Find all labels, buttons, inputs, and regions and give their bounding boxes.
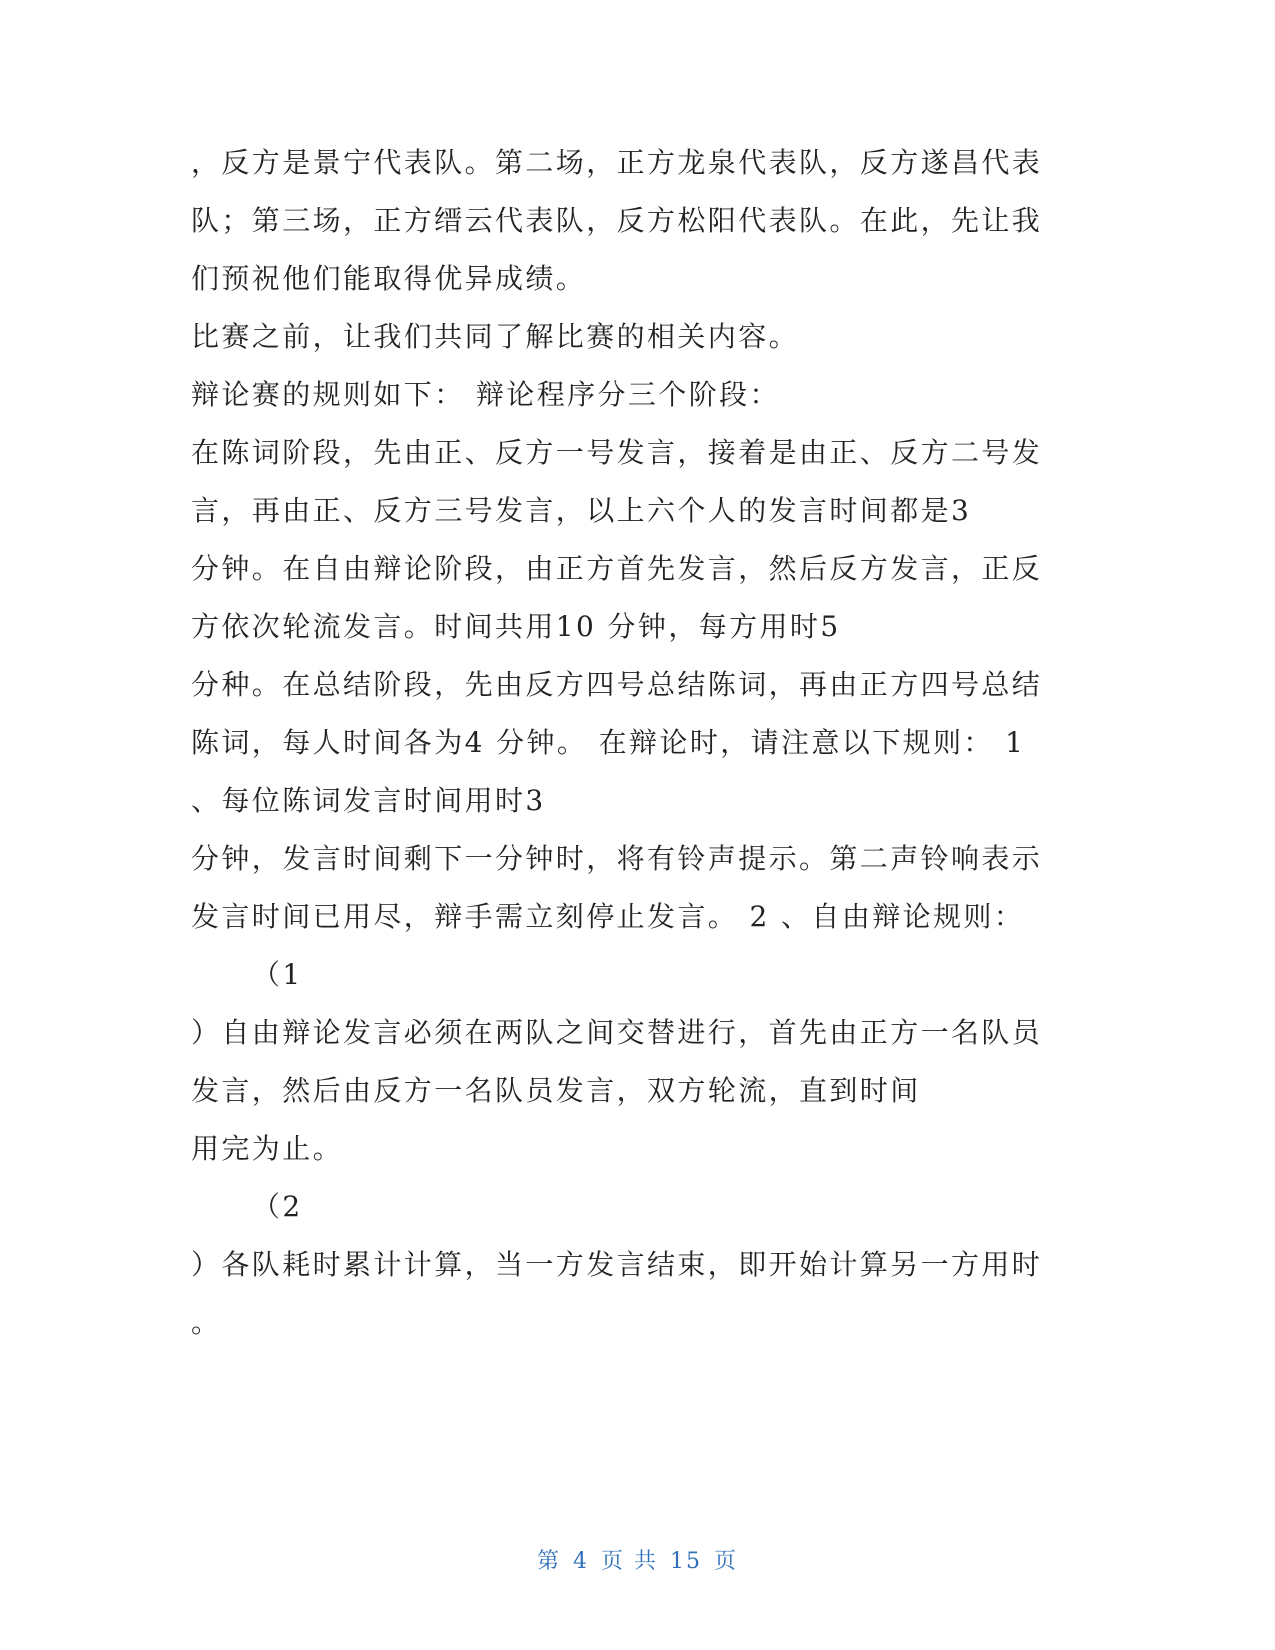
- text-line: 。: [191, 1306, 222, 1339]
- text-line: 方依次轮流发言。时间共用10 分钟，每方用时5: [191, 610, 841, 643]
- footer-suffix: 页: [714, 1549, 739, 1574]
- text-line: 分种。在总结阶段，先由反方四号总结陈词，再由正方四号总结: [191, 668, 1043, 701]
- text-line: 发言时间已用尽，辩手需立刻停止发言。 2 、自由辩论规则：: [191, 900, 1025, 933]
- text-line: 发言，然后由反方一名队员发言，双方轮流，直到时间: [191, 1074, 921, 1107]
- list-marker: （1: [252, 958, 303, 991]
- text-line: 分钟，发言时间剩下一分钟时，将有铃声提示。第二声铃响表示: [191, 842, 1043, 875]
- text-line: 言，再由正、反方三号发言，以上六个人的发言时间都是3: [191, 494, 972, 527]
- text-line: 用完为止。: [191, 1132, 344, 1165]
- page-footer: [0, 1547, 1275, 1577]
- text-line: ）自由辩论发言必须在两队之间交替进行，首先由正方一名队员: [191, 1016, 1043, 1049]
- footer-prefix: 第: [536, 1549, 561, 1574]
- text-line: 们预祝他们能取得优异成绩。: [191, 262, 587, 295]
- text-line: 分钟。在自由辩论阶段，由正方首先发言，然后反方发言，正反: [191, 552, 1043, 585]
- text-line: 陈词，每人时间各为4 分钟。 在辩论时，请注意以下规则： 1: [191, 726, 1026, 759]
- text-line: ）各队耗时累计计算，当一方发言结束，即开始计算另一方用时: [191, 1248, 1043, 1281]
- text-line: ，反方是景宁代表队。第二场，正方龙泉代表队，反方遂昌代表: [191, 146, 1043, 179]
- total-pages-number: 15: [670, 1549, 702, 1574]
- text-line: 比赛之前，让我们共同了解比赛的相关内容。: [191, 320, 800, 353]
- text-line: 在陈词阶段，先由正、反方一号发言，接着是由正、反方二号发: [191, 436, 1043, 469]
- text-line: 队；第三场，正方缙云代表队，反方松阳代表队。在此，先让我: [191, 204, 1043, 237]
- current-page-number: 4: [573, 1549, 589, 1574]
- text-line: 辩论赛的规则如下： 辩论程序分三个阶段：: [191, 378, 780, 411]
- list-marker: （2: [252, 1190, 303, 1223]
- footer-middle: 页 共: [601, 1549, 658, 1574]
- text-line: 、每位陈词发言时间用时3: [191, 784, 546, 817]
